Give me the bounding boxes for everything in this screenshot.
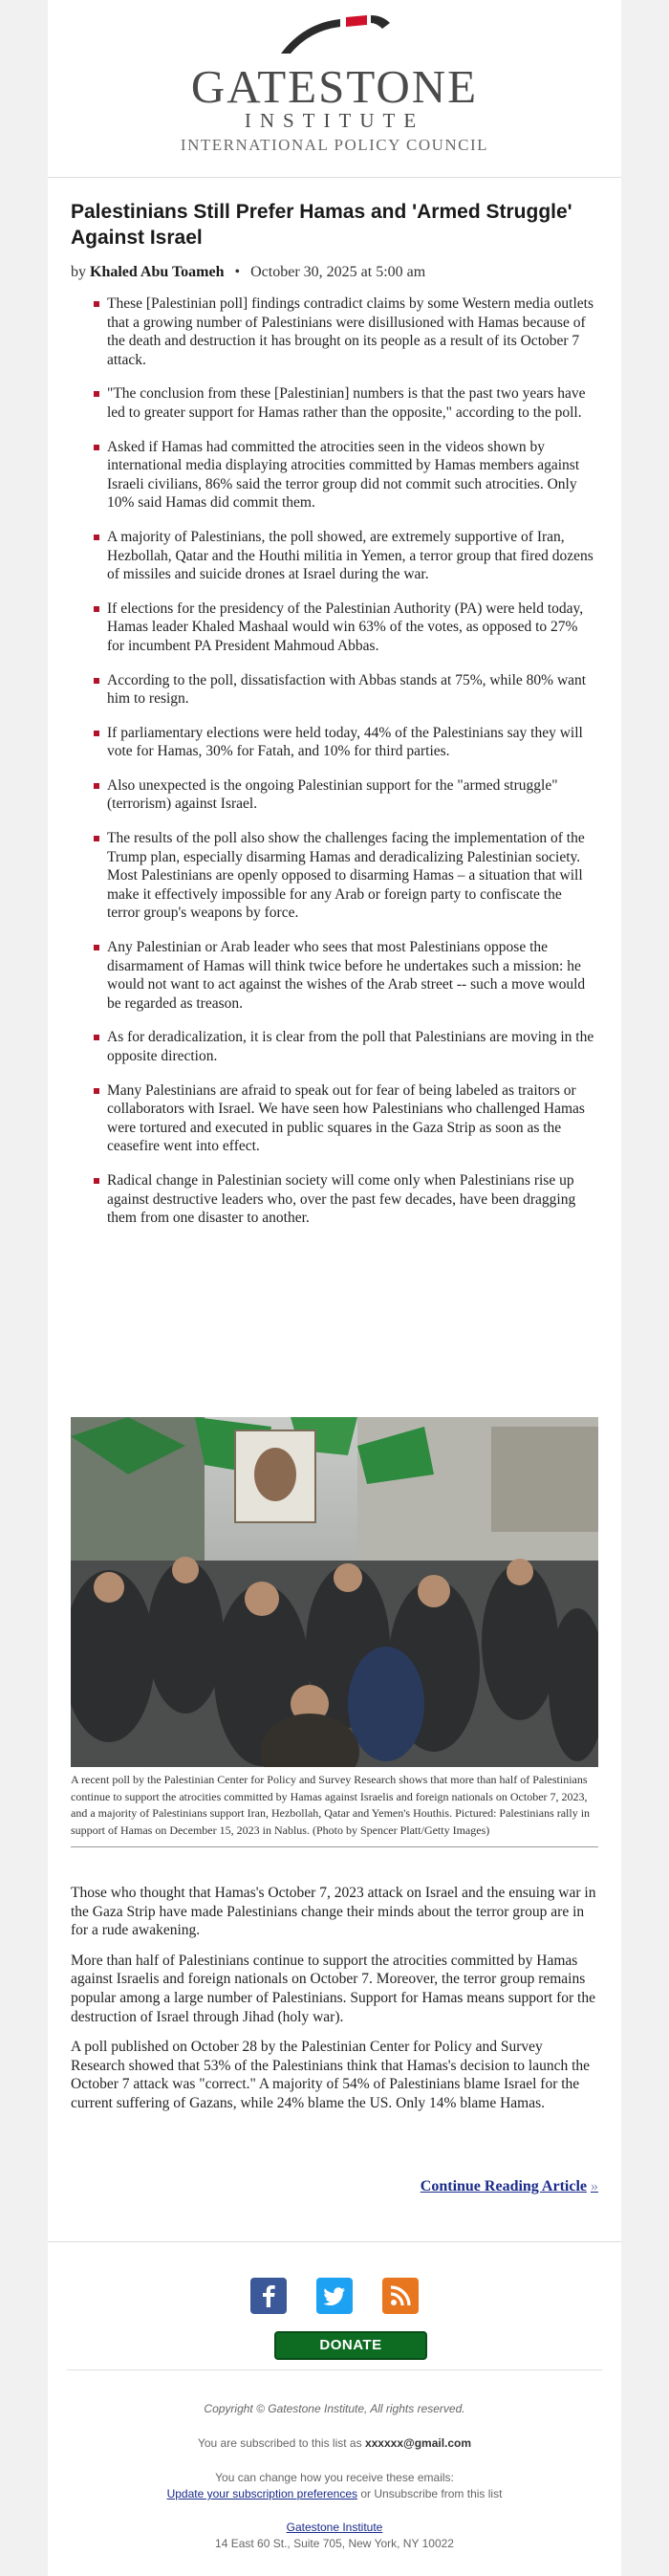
header	[48, 0, 621, 178]
subscribed-prefix: You are subscribed to this list as	[197, 2436, 362, 2450]
preferences-row	[48, 2487, 621, 2500]
photo-illustration	[71, 1417, 598, 1767]
subscribed-email: xxxxxx@gmail.com	[364, 2436, 472, 2450]
summary-bullet: If parliamentary elections were held today, 44% of the Palestinians say they will vote for Hamas, 30% for Fatah, and 10% for third parties.	[107, 724, 598, 761]
summary-bullet: Many Palestinians are afraid to speak out for fear of being labeled as traitors or collaborators with Israel. We have seen how Palestinians who challenged Hamas were tortured and executed in public squares in the Gaza Strip as soon as the ceasefire went into effect.	[107, 1081, 598, 1156]
footer-divider	[67, 2369, 602, 2370]
facebook-icon[interactable]	[250, 2278, 287, 2314]
byline-separator: •	[234, 264, 241, 280]
logo-mark-icon	[275, 13, 394, 55]
summary-bullet: Asked if Hamas had committed the atrocities seen in the videos shown by international media displaying atrocities committed by Hamas members against Israeli civilians, 86% said the terror group did not commit such atrocities. Only 10% said Hamas did commit them.	[107, 438, 598, 513]
article-body	[71, 1884, 598, 2125]
rss-icon[interactable]	[382, 2278, 419, 2314]
summary-bullet: "The conclusion from these [Palestinian] numbers is that the past two years have led to greater support for Hamas rather than the opposite," according to the poll.	[107, 384, 598, 422]
logo-council: INTERNATIONAL POLICY COUNCIL	[180, 136, 489, 154]
body-paragraph: A poll published on October 28 by the Palestinian Center for Policy and Survey Research showed that 53% of the Palestinians think that Hamas's decision to launch the October 7 attack was "correct." A majority of 54% of Palestinians blame Israel for the current suffering of Gazans, while 24% blame the US. Only 14% blame Hamas.	[71, 2039, 591, 2111]
unsubscribe-text[interactable]: or Unsubscribe from this list	[360, 2487, 503, 2500]
byline-by: by	[71, 264, 86, 280]
change-notice: You can change how you receive these emails:	[215, 2471, 454, 2484]
email-sheet	[48, 0, 621, 2576]
continue-reading-link[interactable]	[421, 2178, 598, 2195]
summary-bullets	[71, 295, 598, 1228]
body-paragraph: More than half of Palestinians continue to support the atrocities committed by Hamas against Israelis and foreign nationals on October 7. Moreover, the terror group remains popular among a large number of Palestinians. Support for Hamas means support for the destruction of Israel through Jihad (holy war).	[71, 1952, 595, 2025]
summary-bullet: Any Palestinian or Arab leader who sees that most Palestinians oppose the disarmament of Hamas will think twice before he undertakes such a mission: he would not want to act against the wishes of the Arab street -- such a move would be regarded as treason.	[107, 938, 598, 1013]
donate-button[interactable]: DONATE	[274, 2331, 427, 2360]
publish-date: October 30, 2025 at 5:00 am	[250, 264, 426, 280]
body-paragraph: Those who thought that Hamas's October 7, 2023 attack on Israel and the ensuing war in the Gaza Strip have made Palestinians change their minds about the terror group are in for a rude awakening.	[71, 1885, 596, 1939]
summary-bullet: As for deradicalization, it is clear from the poll that Palestinians are moving in the opposite direction.	[107, 1028, 598, 1065]
subscription-notice	[48, 2436, 621, 2450]
continue-reading-label[interactable]: Continue Reading Article	[420, 2178, 587, 2194]
photo-caption: A recent poll by the Palestinian Center for Policy and Survey Research shows that more than half of Palestinians continue to support the atrocities committed by Hamas against Israelis and foreign nationals on October 7, 2023, and a majority of Palestinians support Iran, Hezbollah, Qatar and Yemen's Houthis. Pictured: Palestinians rally in support of Hamas on December 15, 2023 in Nablus. (Photo by Spencer Platt/Getty Images)	[71, 1772, 598, 1847]
article-photo[interactable]	[71, 1417, 598, 1767]
org-address: 14 East 60 St., Suite 705, New York, NY 10022	[215, 2537, 454, 2550]
org-name-link[interactable]: Gatestone Institute	[286, 2521, 383, 2534]
twitter-glyph	[316, 2278, 353, 2314]
summary-bullet: According to the poll, dissatisfaction with Abbas stands at 75%, while 80% want him to resign.	[107, 671, 598, 709]
summary-bullet: The results of the poll also show the challenges facing the implementation of the Trump plan, especially disarming Hamas and deradicalizing Palestinian society. Most Palestinians are openly opposed to disarming Hamas – a situation that will make it effectively impossible for any Arab or foreign party to confiscate the terror group's weapons by force.	[107, 829, 598, 923]
summary-bullet: If elections for the presidency of the Palestinian Authority (PA) were held today, Hamas leader Khaled Mashaal would win 63% of the votes, as opposed to 27% for incumbent PA President Mahmoud Abbas.	[107, 600, 598, 656]
copyright-text: Copyright © Gatestone Institute, All rights reserved.	[204, 2402, 465, 2415]
org-row	[48, 2521, 621, 2534]
rss-glyph	[382, 2278, 419, 2314]
logo-wordmark[interactable]: GATESTONE	[190, 60, 479, 113]
facebook-glyph	[250, 2278, 287, 2314]
summary-bullet: Also unexpected is the ongoing Palestinian support for the "armed struggle" (terrorism) against Israel.	[107, 776, 598, 814]
chevron-right-icon: »	[591, 2178, 598, 2194]
twitter-icon[interactable]	[316, 2278, 353, 2314]
article	[71, 199, 598, 1243]
author-name[interactable]: Khaled Abu Toameh	[90, 264, 225, 280]
article-title[interactable]: Palestinians Still Prefer Hamas and 'Armed Struggle' Against Israel	[71, 201, 572, 249]
footer-divider	[48, 2241, 621, 2242]
logo-institute: INSTITUTE	[244, 109, 425, 132]
summary-bullet: A majority of Palestinians, the poll showed, are extremely supportive of Iran, Hezbollah, Qatar and the Houthi militia in Yemen, a terror group that fired dozens of missiles and suicide drones at Israel during the war.	[107, 528, 598, 584]
byline	[71, 264, 598, 281]
summary-bullet: These [Palestinian poll] findings contradict claims by some Western media outlets that a growing number of Palestinians were disillusioned with Hamas because of the death and destruction it has brought on its people as a result of its October 7 attack.	[107, 295, 598, 369]
update-preferences-link[interactable]: Update your subscription preferences	[166, 2487, 358, 2500]
summary-bullet: Radical change in Palestinian society will come only when Palestinians rise up against destructive leaders who, over the past few decades, have been dragging them from one disaster to another.	[107, 1171, 598, 1228]
